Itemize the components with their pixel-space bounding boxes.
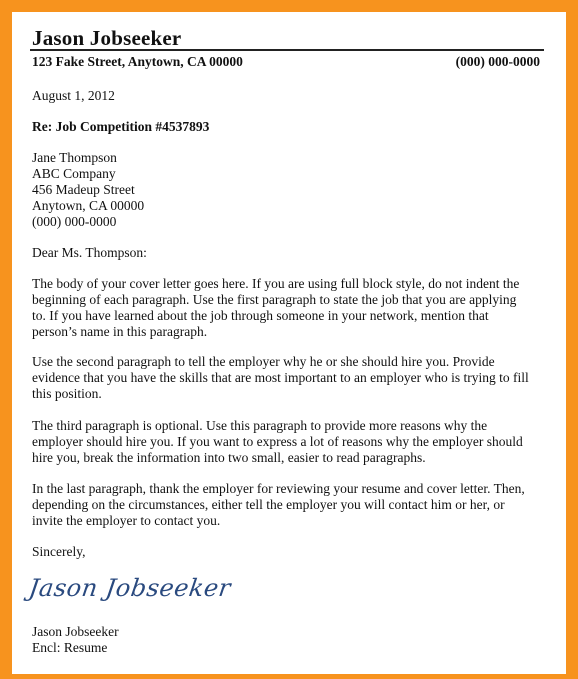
letter-subject: Re: Job Competition #4537893 bbox=[32, 119, 210, 134]
sender-address: 123 Fake Street, Anytown, CA 00000 bbox=[32, 54, 243, 69]
paragraph-line: Use the second paragraph to tell the employer why he or she should hire you. Provide bbox=[32, 354, 495, 369]
body-paragraph-2 bbox=[32, 354, 552, 402]
paragraph-line: this position. bbox=[32, 386, 102, 401]
paragraph-line: invite the employer to contact you. bbox=[32, 513, 221, 528]
salutation: Dear Ms. Thompson: bbox=[32, 245, 147, 260]
paragraph-line: beginning of each paragraph. Use the first paragraph to state the job that you are applying bbox=[32, 292, 517, 307]
handwritten-signature bbox=[27, 568, 233, 608]
recipient-city: Anytown, CA 00000 bbox=[32, 198, 145, 213]
paragraph-line: The body of your cover letter goes here. If you are using full block style, do not indent the bbox=[32, 276, 520, 291]
signer-name: Jason Jobseeker bbox=[32, 624, 119, 639]
recipient-phone: (000) 000-0000 bbox=[32, 214, 117, 229]
paragraph-line: The third paragraph is optional. Use this paragraph to provide more reasons why the bbox=[32, 418, 488, 433]
paragraph-line: person’s name in this paragraph. bbox=[32, 324, 208, 339]
paragraph-line: evidence that you have the skills that are most important to an employer who is trying to fill bbox=[32, 370, 529, 385]
paragraph-line: employer should hire you. If you want to express a lot of reasons why the employer should bbox=[32, 434, 523, 449]
closing: Sincerely, bbox=[32, 544, 86, 559]
body-paragraph-1 bbox=[32, 276, 552, 340]
letter-date: August 1, 2012 bbox=[32, 88, 115, 103]
body-paragraph-3 bbox=[32, 418, 552, 466]
header-divider bbox=[30, 49, 544, 51]
recipient-street: 456 Madeup Street bbox=[32, 182, 135, 197]
recipient-company: ABC Company bbox=[32, 166, 116, 181]
paragraph-line: depending on the circumstances, either tell the employer you will contact him or her, or bbox=[32, 497, 505, 512]
paragraph-line: In the last paragraph, thank the employer for reviewing your resume and cover letter. Then, bbox=[32, 481, 525, 496]
body-paragraph-4 bbox=[32, 481, 552, 529]
recipient-name: Jane Thompson bbox=[32, 150, 117, 165]
sender-name: Jason Jobseeker bbox=[32, 26, 182, 50]
paragraph-line: hire you, break the information into two small, easier to read paragraphs. bbox=[32, 450, 426, 465]
signature-text: Jason Jobseeker bbox=[27, 574, 233, 602]
sender-phone: (000) 000-0000 bbox=[455, 54, 540, 69]
paragraph-line: to. If you have learned about the job through someone in your network, mention that bbox=[32, 308, 489, 323]
enclosure-note: Encl: Resume bbox=[32, 640, 108, 655]
